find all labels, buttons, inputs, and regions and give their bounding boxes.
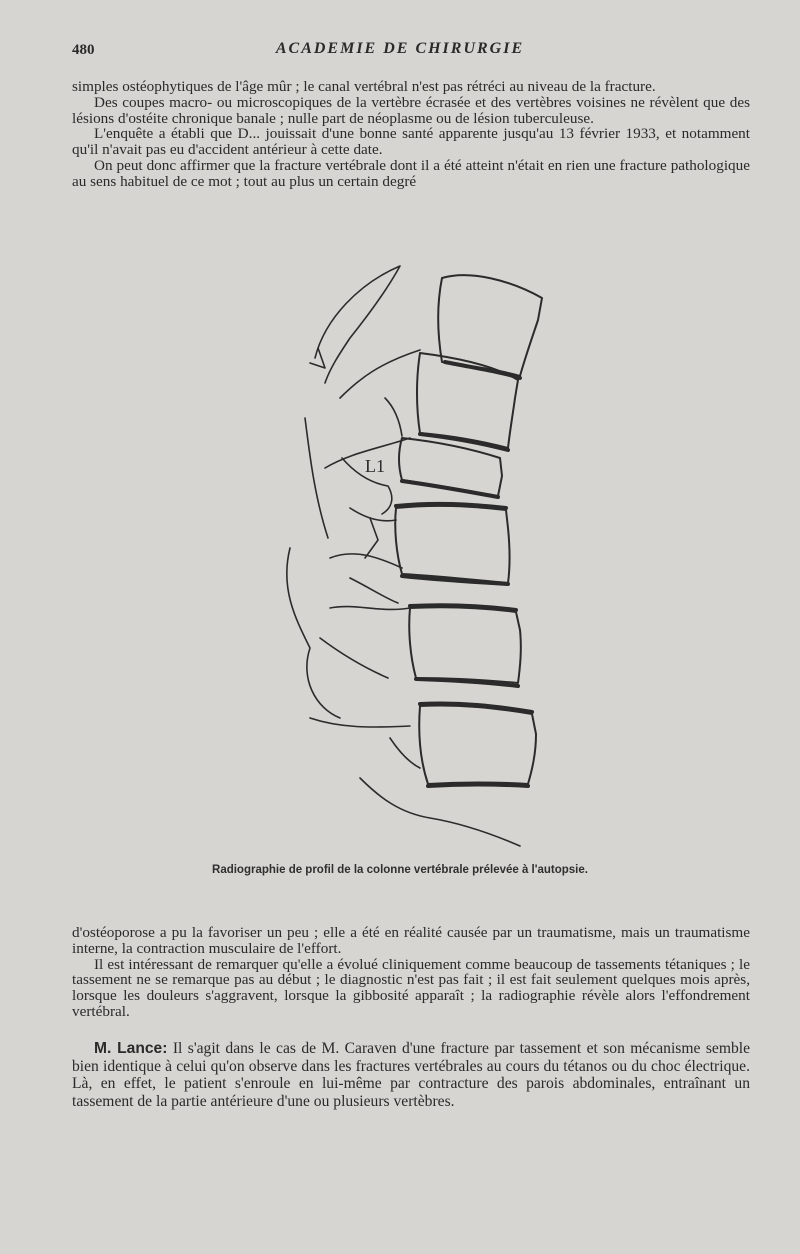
paragraph: Des coupes macro- ou microscopiques de la vertèbre écrasée et des vertèbres voisines ne révèlent que des lésions d'ostéite chronique banale ; nulle part de néoplasme ou de lésion tuberculeuse. <box>72 93 750 127</box>
vertebral-body <box>395 506 509 583</box>
spine-drawing-svg <box>270 258 570 858</box>
vertebra-label: L1 <box>365 456 385 476</box>
figure-caption: Radiographie de profil de la colonne vertébrale prélevée à l'autopsie. <box>212 864 588 876</box>
speaker-name: M. Lance: <box>94 1040 168 1057</box>
text-block-lance <box>72 1040 750 1110</box>
text-block-bottom <box>72 925 750 1020</box>
paragraph <box>72 1040 750 1110</box>
paragraph: On peut donc affirmer que la fracture vertébrale dont il a été atteint n'était en rien une fracture pathologique au sens habituel de ce mot ; tout au plus un certain degré <box>72 156 750 190</box>
running-header: ACADEMIE DE CHIRURGIE <box>275 40 525 57</box>
paragraph: L'enquête a établi que D... jouissait d'une bonne santé apparente jusqu'au 13 février 1933, et notamment qu'il n'avait pas eu d'accident antérieur à cette date. <box>72 125 750 159</box>
paragraph: Il est intéressant de remarquer qu'elle a évolué cliniquement comme beaucoup de tassements tétaniques ; le tassement ne se remarque pas au début ; le diagnostic n'est pas fait ; il est fait seulement quelques mois après, lorsque les douleurs s'aggravent, lorsque la gibbosité apparaît ; la radiographie révèle alors l'effondrement vertébral. <box>72 955 750 1020</box>
speaker-text: Il s'agit dans le cas de M. Caraven d'une fracture par tassement et son mécanisme semble bien identique à celui qu'on observe dans les fractures vertébrales au cours du tétanos ou du choc électrique. Là, en effet, le patient s'enroule en lui-même par contracture des parois abdominales, entraînant un tassement de la partie antérieure d'une ou plusieurs vertèbres. <box>72 1040 750 1110</box>
vertebral-body <box>409 607 521 683</box>
vertebral-body <box>438 275 542 376</box>
paragraph: simples ostéophytiques de l'âge mûr ; le canal vertébral n'est pas rétréci au niveau de la fracture. <box>72 78 656 95</box>
text-block-top <box>72 79 750 190</box>
spine-radiograph-drawing <box>270 258 570 858</box>
vertebral-body <box>419 705 536 784</box>
page-number: 480 <box>72 42 95 58</box>
paragraph: d'ostéoporose a pu la favoriser un peu ; elle a été en réalité causée par un traumatisme, mais un traumatisme interne, la contraction musculaire de l'effort. <box>72 924 750 957</box>
